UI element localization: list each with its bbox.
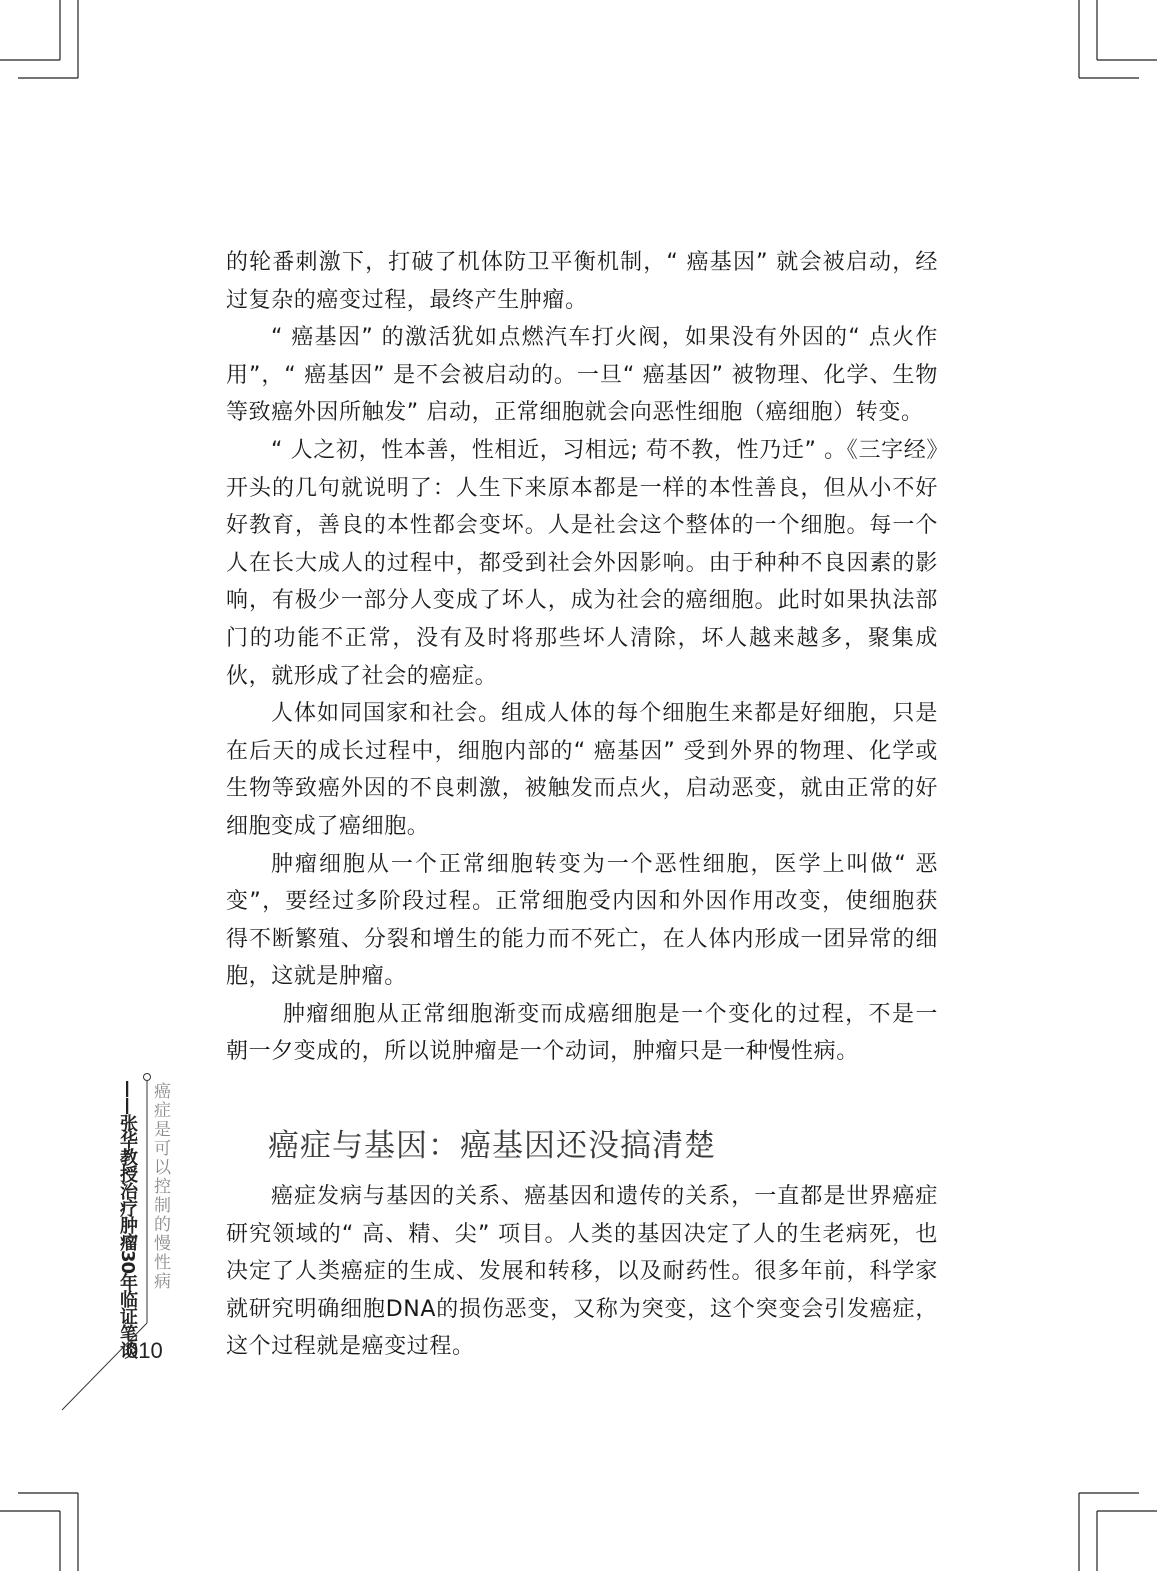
paragraph-chronic-disease: 肿瘤细胞从正常细胞渐变而成癌细胞是一个变化的过程，不是一朝一夕变成的，所以说肿瘤是一个动词，肿瘤只是一种慢性病。: [226, 1001, 938, 1065]
section-body-text: [226, 1178, 938, 1366]
paragraph-cancer-and-genes: 癌症发病与基因的关系、癌基因和遗传的关系，一直都是世界癌症研究领域的“ 高、精、尖” 项目。人类的基因决定了人的生老病死，也决定了人类癌症的生成、发展和转移，以及耐药性。很多年前，科学家就研究明确细胞DNA的损伤恶变，又称为突变，这个突变会引发癌症，这个过程就是癌变过程。: [226, 1184, 938, 1360]
running-book-title: ——张华教授治疗肿瘤30年临证笔谈: [117, 1080, 138, 1359]
paragraph-oncogene-activation: “ 癌基因” 的激活犹如点燃汽车打火阀，如果没有外因的“ 点火作用”，“ 癌基因” 是不会被启动的。一旦“ 癌基因” 被物理、化学、生物等致癌外因所触发” 启动，正常细胞就会向恶性细胞（癌细胞）转变。: [226, 325, 938, 426]
main-body-text: [226, 244, 938, 1071]
paragraph-three-character-classic: “ 人之初，性本善，性相近，习相远; 苟不教，性乃迁” 。《三字经》开头的几句就说明了：人生下来原本都是一样的本性善良，但从小不好好教育，善良的本性都会变坏。人是社会这个整体的一个细胞。每一个人在长大成人的过程中，都受到社会外因影响。由于种种不良因素的影响，有极少一部分人变成了坏人，成为社会的癌细胞。此时如果执法部门的功能不正常，没有及时将那些坏人清除，坏人越来越多，聚集成伙，就形成了社会的癌症。: [226, 437, 938, 689]
running-series-title: 癌症是可以控制的慢性病: [150, 1082, 170, 1291]
section-heading: 癌症与基因：癌基因还没搞清楚: [268, 1128, 716, 1164]
paragraph-body-as-society: 人体如同国家和社会。组成人体的每个细胞生来都是好细胞，只是在后天的成长过程中，细胞内部的“ 癌基因” 受到外界的物理、化学或生物等致癌外因的不良刺激，被触发而点火，启动恶变，就由正常的好细胞变成了癌细胞。: [226, 701, 938, 839]
paragraph-malignant-change: 肿瘤细胞从一个正常细胞转变为一个恶性细胞，医学上叫做“ 恶变”，要经过多阶段过程。正常细胞受内因和外因作用改变，使细胞获得不断繁殖、分裂和增生的能力而不死亡，在人体内形成一团异常的细胞，这就是肿瘤。: [226, 851, 938, 990]
paragraph-continuation: 的轮番刺激下，打破了机体防卫平衡机制，“ 癌基因” 就会被启动，经过复杂的癌变过程，最终产生肿瘤。: [226, 250, 938, 313]
page-number: 010: [126, 1338, 163, 1363]
